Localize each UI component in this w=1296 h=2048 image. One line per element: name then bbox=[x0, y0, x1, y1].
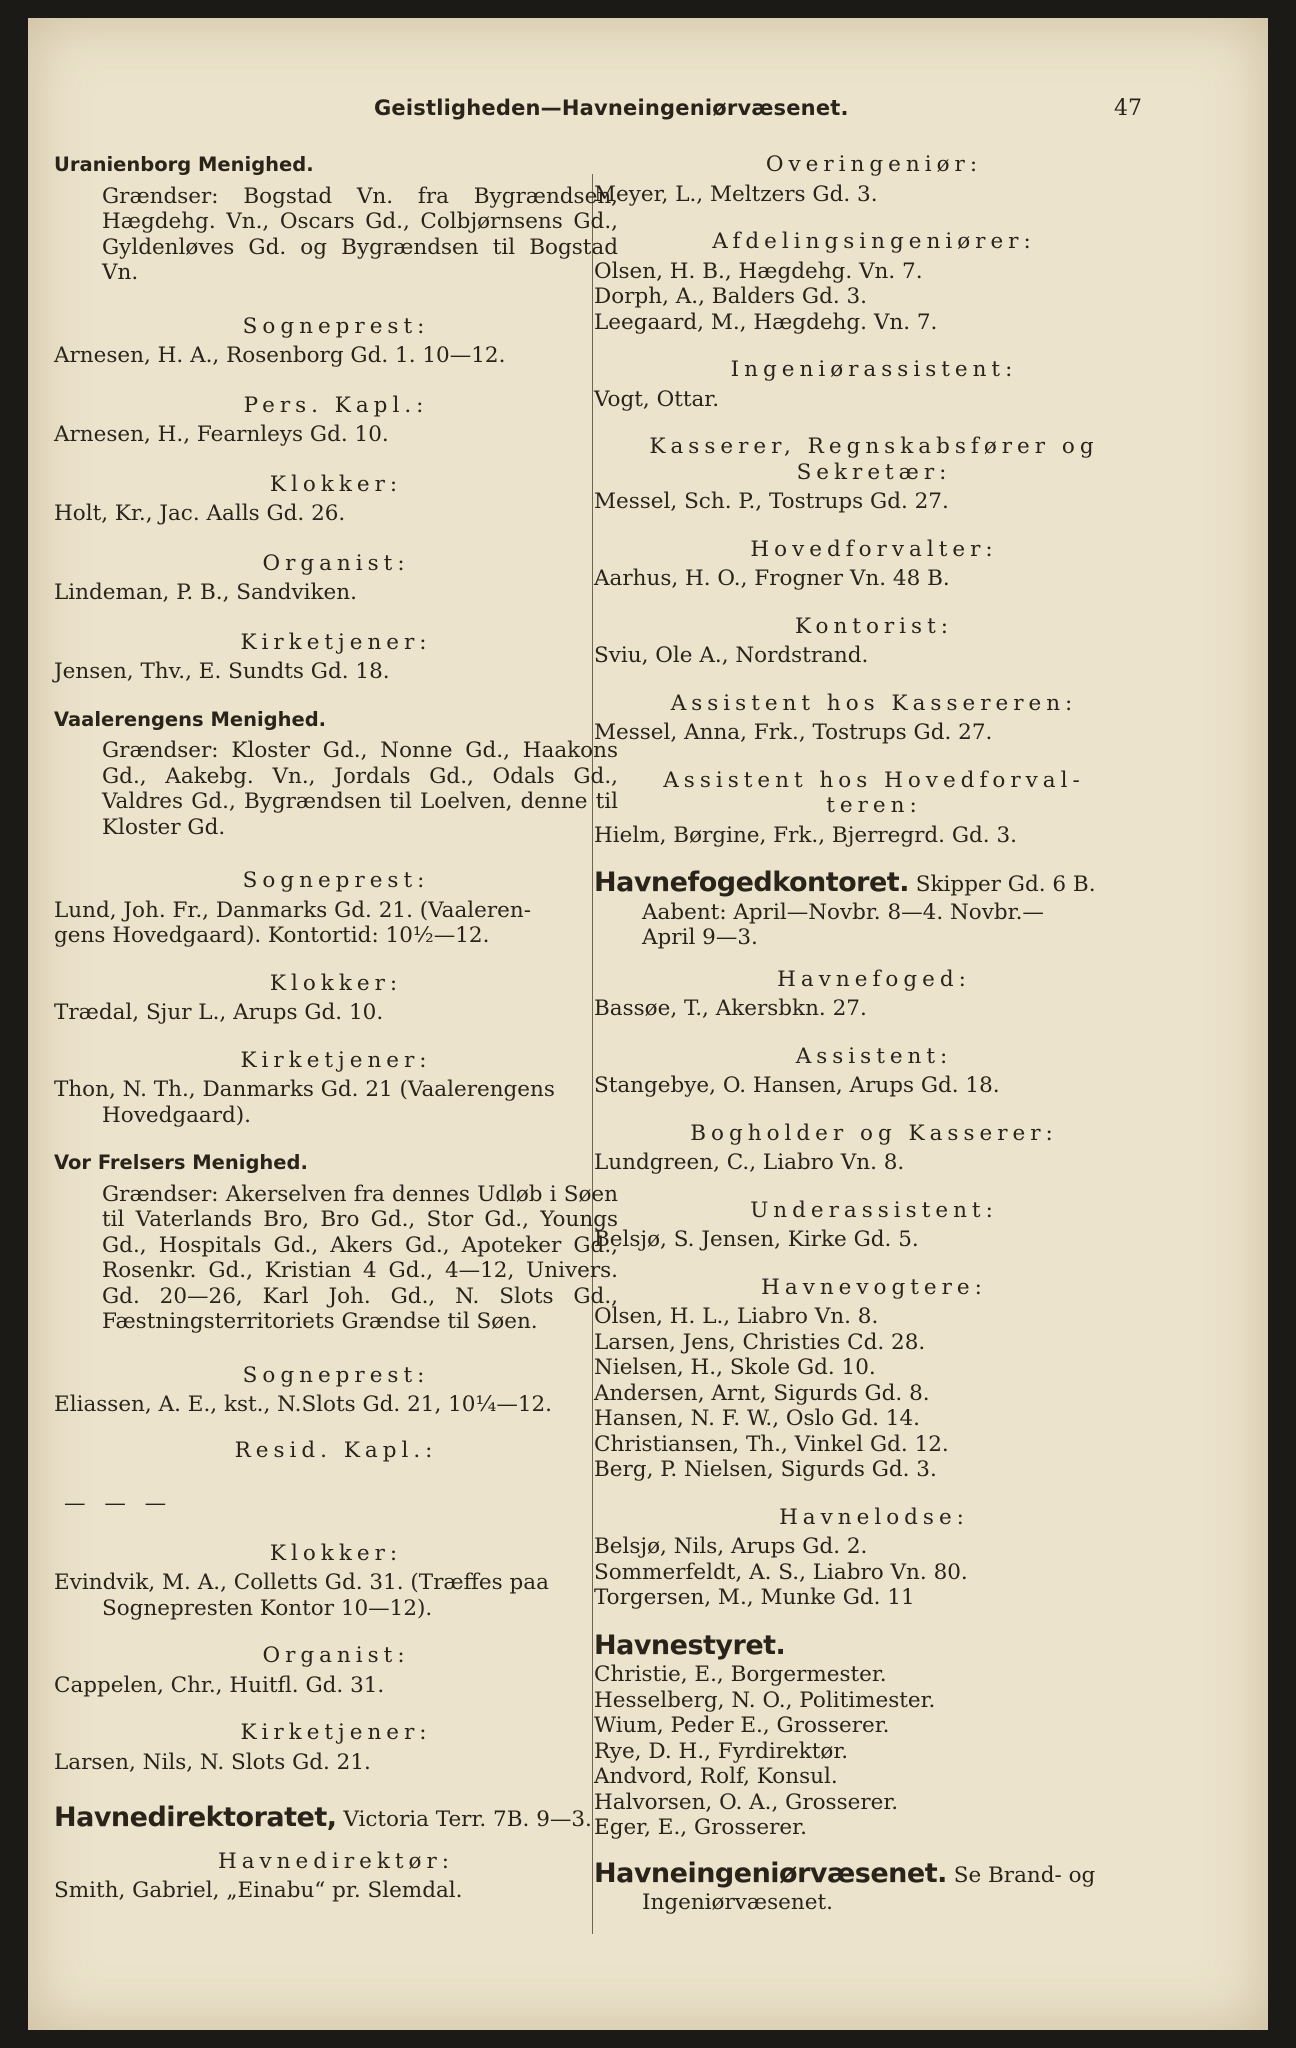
page-number: 47 bbox=[1114, 96, 1142, 121]
entry: Dorph, A., Balders Gd. 3. bbox=[594, 284, 868, 309]
entry: Sommerfeldt, A. S., Liabro Vn. 80. bbox=[594, 1559, 968, 1585]
entry: Messel, Sch. P., Tostrups Gd. 27. bbox=[594, 489, 949, 514]
entry: Sviu, Ole A., Nordstrand. bbox=[594, 643, 869, 668]
entry: Rye, D. H., Fyrdirektør. bbox=[594, 1738, 849, 1764]
role-heading: Resid. Kapl.: bbox=[234, 1437, 438, 1463]
section-havnedirektoratet bbox=[54, 1802, 618, 1833]
entry: Wium, Peder E., Grosserer. bbox=[594, 1713, 890, 1738]
entry: Larsen, Jens, Christies Cd. 28. bbox=[594, 1329, 926, 1355]
role-heading: Pers. Kapl.: bbox=[243, 392, 429, 418]
section-hours: April 9—3. bbox=[642, 925, 758, 950]
parish-bounds: Grændser: Bogstad Vn. fra Bygrændsen, Hægdehg. Vn., Oscars Gd., Colbjørnsens Gd., Gyldenløves Gd. og Bygrændsen til Bogstad Vn. bbox=[102, 183, 618, 285]
section-havnefogedkontoret bbox=[594, 867, 1154, 898]
entry: Torgersen, M., Munke Gd. 11 bbox=[594, 1585, 915, 1610]
entry: Hesselberg, N. O., Politimester. bbox=[594, 1687, 936, 1713]
entry: Olsen, H. L., Liabro Vn. 8. bbox=[594, 1304, 879, 1329]
role-heading: Afdelingsingeniører: bbox=[712, 229, 1036, 254]
entry: Olsen, H. B., Hægdehg. Vn. 7. bbox=[594, 258, 923, 284]
section-reference: Se Brand- og bbox=[946, 1862, 1096, 1888]
role-heading: Havnelodse: bbox=[779, 1504, 969, 1530]
role-heading: Havnevogtere: bbox=[761, 1274, 987, 1300]
vacant-entry: — — — bbox=[64, 1491, 173, 1516]
role-heading: Assistent: bbox=[795, 1043, 953, 1069]
running-head bbox=[28, 96, 1268, 136]
entry: Aarhus, H. O., Frogner Vn. 48 B. bbox=[594, 566, 950, 591]
entry: Andersen, Arnt, Sigurds Gd. 8. bbox=[594, 1380, 930, 1406]
entry: Eliassen, A. E., kst., N.Slots Gd. 21, 10¼—12. bbox=[54, 1392, 553, 1417]
parish-title-vor-frelsers: Vor Frelsers Menighed. bbox=[54, 1151, 308, 1174]
left-column bbox=[54, 152, 618, 1904]
entry: Lundgreen, C., Liabro Vn. 8. bbox=[594, 1150, 905, 1175]
parish-title-uranienborg: Uranienborg Menighed. bbox=[54, 153, 314, 176]
section-title: Havneingeniørvæsenet. bbox=[594, 1857, 947, 1889]
entry: Christiansen, Th., Vinkel Gd. 12. bbox=[594, 1431, 949, 1457]
entry: Arnesen, H. A., Rosenborg Gd. 1. 10—12. bbox=[54, 343, 506, 368]
entry: Andvord, Rolf, Konsul. bbox=[594, 1764, 838, 1789]
role-heading: Hovedforvalter: bbox=[750, 536, 998, 562]
role-heading: Organist: bbox=[262, 550, 410, 576]
entry: Nielsen, H., Skole Gd. 10. bbox=[594, 1355, 876, 1380]
entry: Leegaard, M., Hægdehg. Vn. 7. bbox=[594, 309, 938, 335]
right-column bbox=[594, 152, 1154, 1916]
role-heading: Kirketjener: bbox=[240, 1720, 432, 1745]
role-heading: teren: bbox=[826, 793, 922, 818]
entry: Berg, P. Nielsen, Sigurds Gd. 3. bbox=[594, 1457, 937, 1482]
entry: Evindvik, M. A., Colletts Gd. 31. (Træffes paa bbox=[54, 1570, 549, 1595]
section-title: Havnedirektoratet, bbox=[54, 1802, 337, 1833]
parish-bounds: Grændser: Kloster Gd., Nonne Gd., Haakons Gd., Aakebg. Vn., Jordals Gd., Odals Gd., Valdres Gd., Bygrændsen til Loelven, denne til Kloster Gd. bbox=[102, 738, 618, 840]
entry: Hielm, Børgine, Frk., Bjerregrd. Gd. 3. bbox=[594, 822, 1017, 848]
entry: Cappelen, Chr., Huitfl. Gd. 31. bbox=[54, 1672, 385, 1698]
role-heading: Kirketjener: bbox=[240, 629, 432, 655]
role-heading: Sogneprest: bbox=[242, 868, 430, 893]
entry: Christie, E., Borgermester. bbox=[594, 1662, 887, 1687]
role-heading: Underassistent: bbox=[750, 1197, 998, 1223]
entry: Hansen, N. F. W., Oslo Gd. 14. bbox=[594, 1406, 920, 1431]
entry-continuation: Sognepresten Kontor 10—12). bbox=[102, 1595, 433, 1621]
role-heading: Kirketjener: bbox=[240, 1047, 432, 1073]
parish-bounds: Grændser: Akerselven fra dennes Udløb i Søen til Vaterlands Bro, Bro Gd., Stor Gd., Youngs Gd., Hospitals Gd., Akers Gd., Apoteker Gd., Rosenkr. Gd., Kristian 4 Gd., 4—12, Univers. Gd. 20—26, Karl Joh. Gd., N. Slots Gd., Fæstningsterritoriets Grændse til Søen. bbox=[102, 1181, 618, 1334]
role-heading: Havnefoged: bbox=[777, 966, 971, 992]
role-heading: Assistent hos Kassereren: bbox=[670, 690, 1078, 716]
role-heading: Kontorist: bbox=[795, 613, 953, 639]
entry: Meyer, L., Meltzers Gd. 3. bbox=[594, 181, 878, 207]
role-heading: Sekretær: bbox=[796, 459, 952, 485]
role-heading: Klokker: bbox=[269, 970, 403, 996]
directory-page bbox=[28, 18, 1268, 2030]
entry: Vogt, Ottar. bbox=[594, 386, 720, 412]
entry: Jensen, Thv., E. Sundts Gd. 18. bbox=[54, 659, 390, 684]
role-heading: Assistent hos Hovedforval- bbox=[663, 767, 1085, 793]
entry: Larsen, Nils, N. Slots Gd. 21. bbox=[54, 1749, 371, 1775]
role-heading: Bogholder og Kasserer: bbox=[690, 1120, 1058, 1146]
entry-continuation: Hovedgaard). bbox=[102, 1102, 251, 1128]
entry: Bassøe, T., Akersbkn. 27. bbox=[594, 996, 867, 1021]
entry: Halvorsen, O. A., Grosserer. bbox=[594, 1789, 899, 1815]
entry: Arnesen, H., Fearnleys Gd. 10. bbox=[54, 422, 389, 447]
entry: Holt, Kr., Jac. Aalls Gd. 26. bbox=[54, 501, 346, 526]
running-head-title: Geistligheden—Havneingeniørvæsenet. bbox=[374, 96, 849, 120]
role-heading: Klokker: bbox=[269, 1540, 403, 1566]
section-havnestyret bbox=[594, 1629, 1154, 1661]
role-heading: Klokker: bbox=[269, 471, 403, 497]
entry: Stangebye, O. Hansen, Arups Gd. 18. bbox=[594, 1073, 1000, 1098]
role-heading: Ingeniørassistent: bbox=[730, 357, 1018, 382]
entry: Smith, Gabriel, „Einabu“ pr. Slemdal. bbox=[54, 1878, 463, 1903]
role-heading: Organist: bbox=[262, 1643, 410, 1668]
role-heading: Overingeniør: bbox=[765, 152, 983, 177]
entry-continuation: gens Hovedgaard). Kontortid: 10½—12. bbox=[54, 923, 490, 948]
entry: Lund, Joh. Fr., Danmarks Gd. 21. (Vaaleren- bbox=[54, 897, 532, 923]
role-heading: Sogneprest: bbox=[242, 1362, 430, 1388]
entry: Belsjø, Nils, Arups Gd. 2. bbox=[594, 1534, 868, 1559]
section-havneingeniorvaesenet bbox=[594, 1857, 1154, 1889]
section-hours: Aabent: April—Novbr. 8—4. Novbr.— bbox=[642, 899, 1044, 925]
section-title: Havnefogedkontoret. bbox=[594, 867, 909, 898]
entry: Trædal, Sjur L., Arups Gd. 10. bbox=[54, 1000, 384, 1025]
section-title: Havnestyret. bbox=[594, 1629, 786, 1661]
section-reference-continuation: Ingeniørvæsenet. bbox=[642, 1890, 833, 1915]
entry: Eger, E., Grosserer. bbox=[594, 1815, 807, 1840]
entry: Messel, Anna, Frk., Tostrups Gd. 27. bbox=[594, 720, 993, 745]
entry: Lindeman, P. B., Sandviken. bbox=[54, 580, 357, 605]
role-heading: Kasserer, Regnskabsfører og bbox=[649, 434, 1099, 459]
role-heading: Sogneprest: bbox=[242, 313, 430, 339]
section-address: Skipper Gd. 6 B. bbox=[908, 872, 1096, 897]
parish-title-vaalerengen: Vaalerengens Menighed. bbox=[54, 707, 327, 731]
entry: Belsjø, S. Jensen, Kirke Gd. 5. bbox=[594, 1227, 919, 1252]
section-address: Victoria Terr. 7B. 9—3. bbox=[336, 1807, 592, 1832]
entry: Thon, N. Th., Danmarks Gd. 21 (Vaalerengens bbox=[54, 1077, 555, 1102]
role-heading: Havnedirektør: bbox=[217, 1848, 455, 1874]
